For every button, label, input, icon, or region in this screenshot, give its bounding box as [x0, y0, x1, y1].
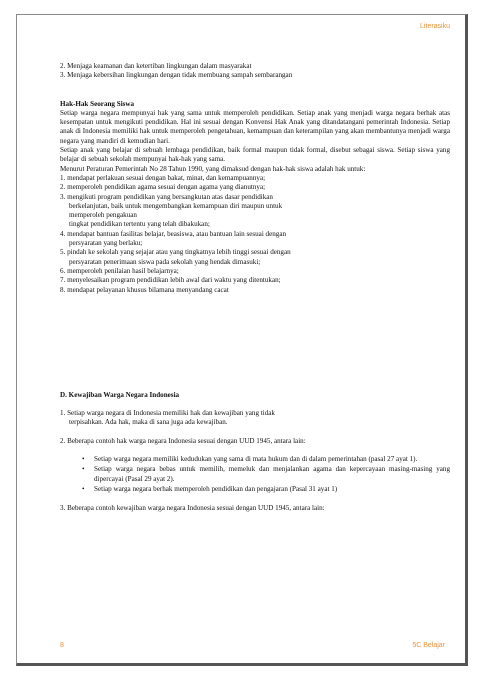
section-title-kewajiban: D. Kewajiban Warga Negara Indonesia — [60, 390, 180, 399]
list-item — [82, 485, 450, 494]
bullet-icon: • — [82, 455, 85, 464]
bullet-text: Setiap warga negara memiliki kedudukan yang sama di mata hukum dan di dalam pemerintahan (pasal 27 ayat 1). — [94, 455, 418, 464]
hak-item-1: 1. mendapat perlakuan sesuai dengan bakat, minat, dan kemampuannya; — [60, 173, 266, 182]
kewajiban-paragraph-1b: terpisahkan. Ada hak, maka di sana juga ada kewajiban. — [69, 418, 228, 427]
bullet-text: Setiap warga negara bebas untuk memilih, memeluk dan menjalankan agama dan kepercayaan masing-masing yang dipercayai (Pasal 29 ayat 2). — [94, 465, 450, 483]
footer-brand: 5C Belajar — [412, 642, 445, 649]
hak-item-5b: persyaratan penerimaan siswa pada sekolah yang hendak dimasuki; — [69, 257, 261, 266]
hak-paragraph-1: Setiap warga negara mempunyai hak yang sama untuk memperoleh pendidikan. Setiap anak yang menjadi warga negara berhak atas kesempatan untuk mengikuti pendidikan. Hal ini sesuai dengan Konvensi Hak Anak yang ditandatangani pemerintah Indonesia. Setiap anak di Indonesia memiliki hak untuk memperoleh pengetahuan, kemampuan dan keterampilan yang akan membantunya menjadi warga negara yang mandiri di kemudian hari. — [60, 108, 450, 145]
section-title-hak: Hak-Hak Seorang Siswa — [60, 99, 135, 108]
hak-item-7: 7. menyelesaikan program pendidikan lebih awal dari waktu yang ditentukan; — [60, 276, 281, 285]
hak-item-3d: tingkat pendidikan tertentu yang telah dibakukan; — [69, 220, 210, 229]
page-content — [60, 62, 450, 514]
hak-paragraph-3: Menurut Peraturan Pemerintah No 28 Tahun 1990, yang dimaksud dengan hak-hak siswa adalah hak untuk: — [60, 164, 366, 173]
page-number: 8 — [60, 642, 64, 649]
bullet-text: Setiap warga negara berhak memperoleh pendidikan dan pengajaran (Pasal 31 ayat 1) — [94, 484, 338, 493]
header-brand: Literasiku — [420, 23, 450, 30]
hak-item-4a: 4. mendapat bantuan fasilitas belajar, beasiswa, atau bantuan lain sesuai dengan — [60, 229, 287, 238]
intro-item-3: 3. Menjaga kebersihan lingkungan dengan tidak membuang sampah sembarangan — [60, 71, 293, 80]
hak-item-3c: memperoleh pengakuan — [69, 211, 137, 220]
hak-item-3a: 3. mengikuti program pendidikan yang bersangkutan atas dasar pendidikan — [60, 192, 273, 201]
hak-item-5a: 5. pindah ke sekolah yang sejajar atau yang tingkatnya lebih tinggi sesuai dengan — [60, 248, 291, 257]
hak-paragraph-2: Setiap anak yang belajar di sebuah lembaga pendidikan, baik formal maupun tidak formal, disebut sebagai siswa. Setiap siswa yang belajar di sebuah sekolah mempunyai hak-hak yang sama. — [60, 146, 450, 164]
list-item — [82, 465, 450, 484]
kewajiban-paragraph-2: 2. Beberapa contoh hak warga negara Indonesia sesuai dengan UUD 1945, antara lain: — [60, 436, 306, 445]
list-item — [82, 455, 450, 464]
kewajiban-paragraph-3: 3. Beberapa contoh kewajiban warga negara Indonesia sesuai dengan UUD 1945, antara lain: — [60, 504, 325, 513]
bullet-icon: • — [82, 484, 85, 493]
intro-item-2: 2. Menjaga keamanan dan ketertiban lingkungan dalam masyarakat — [60, 62, 252, 70]
hak-warga-negara-list — [60, 455, 450, 494]
hak-item-8: 8. mendapat pelayanan khusus bilamana menyandang cacat — [60, 285, 229, 294]
kewajiban-paragraph-1a: 1. Setiap warga negara di Indonesia memiliki hak dan kewajiban yang tidak — [60, 409, 275, 418]
hak-item-4b: persyaratan yang berlaku; — [69, 239, 143, 248]
hak-item-2: 2. memperoleh pendidikan agama sesuai dengan agama yang dianutnya; — [60, 183, 266, 192]
hak-item-6: 6. memperoleh penilaian hasil belajarnya; — [60, 266, 179, 275]
hak-item-3b: berkelanjutan, baik untuk mengembangkan kemampuan diri maupun untuk — [69, 201, 283, 210]
bullet-icon: • — [82, 465, 85, 474]
